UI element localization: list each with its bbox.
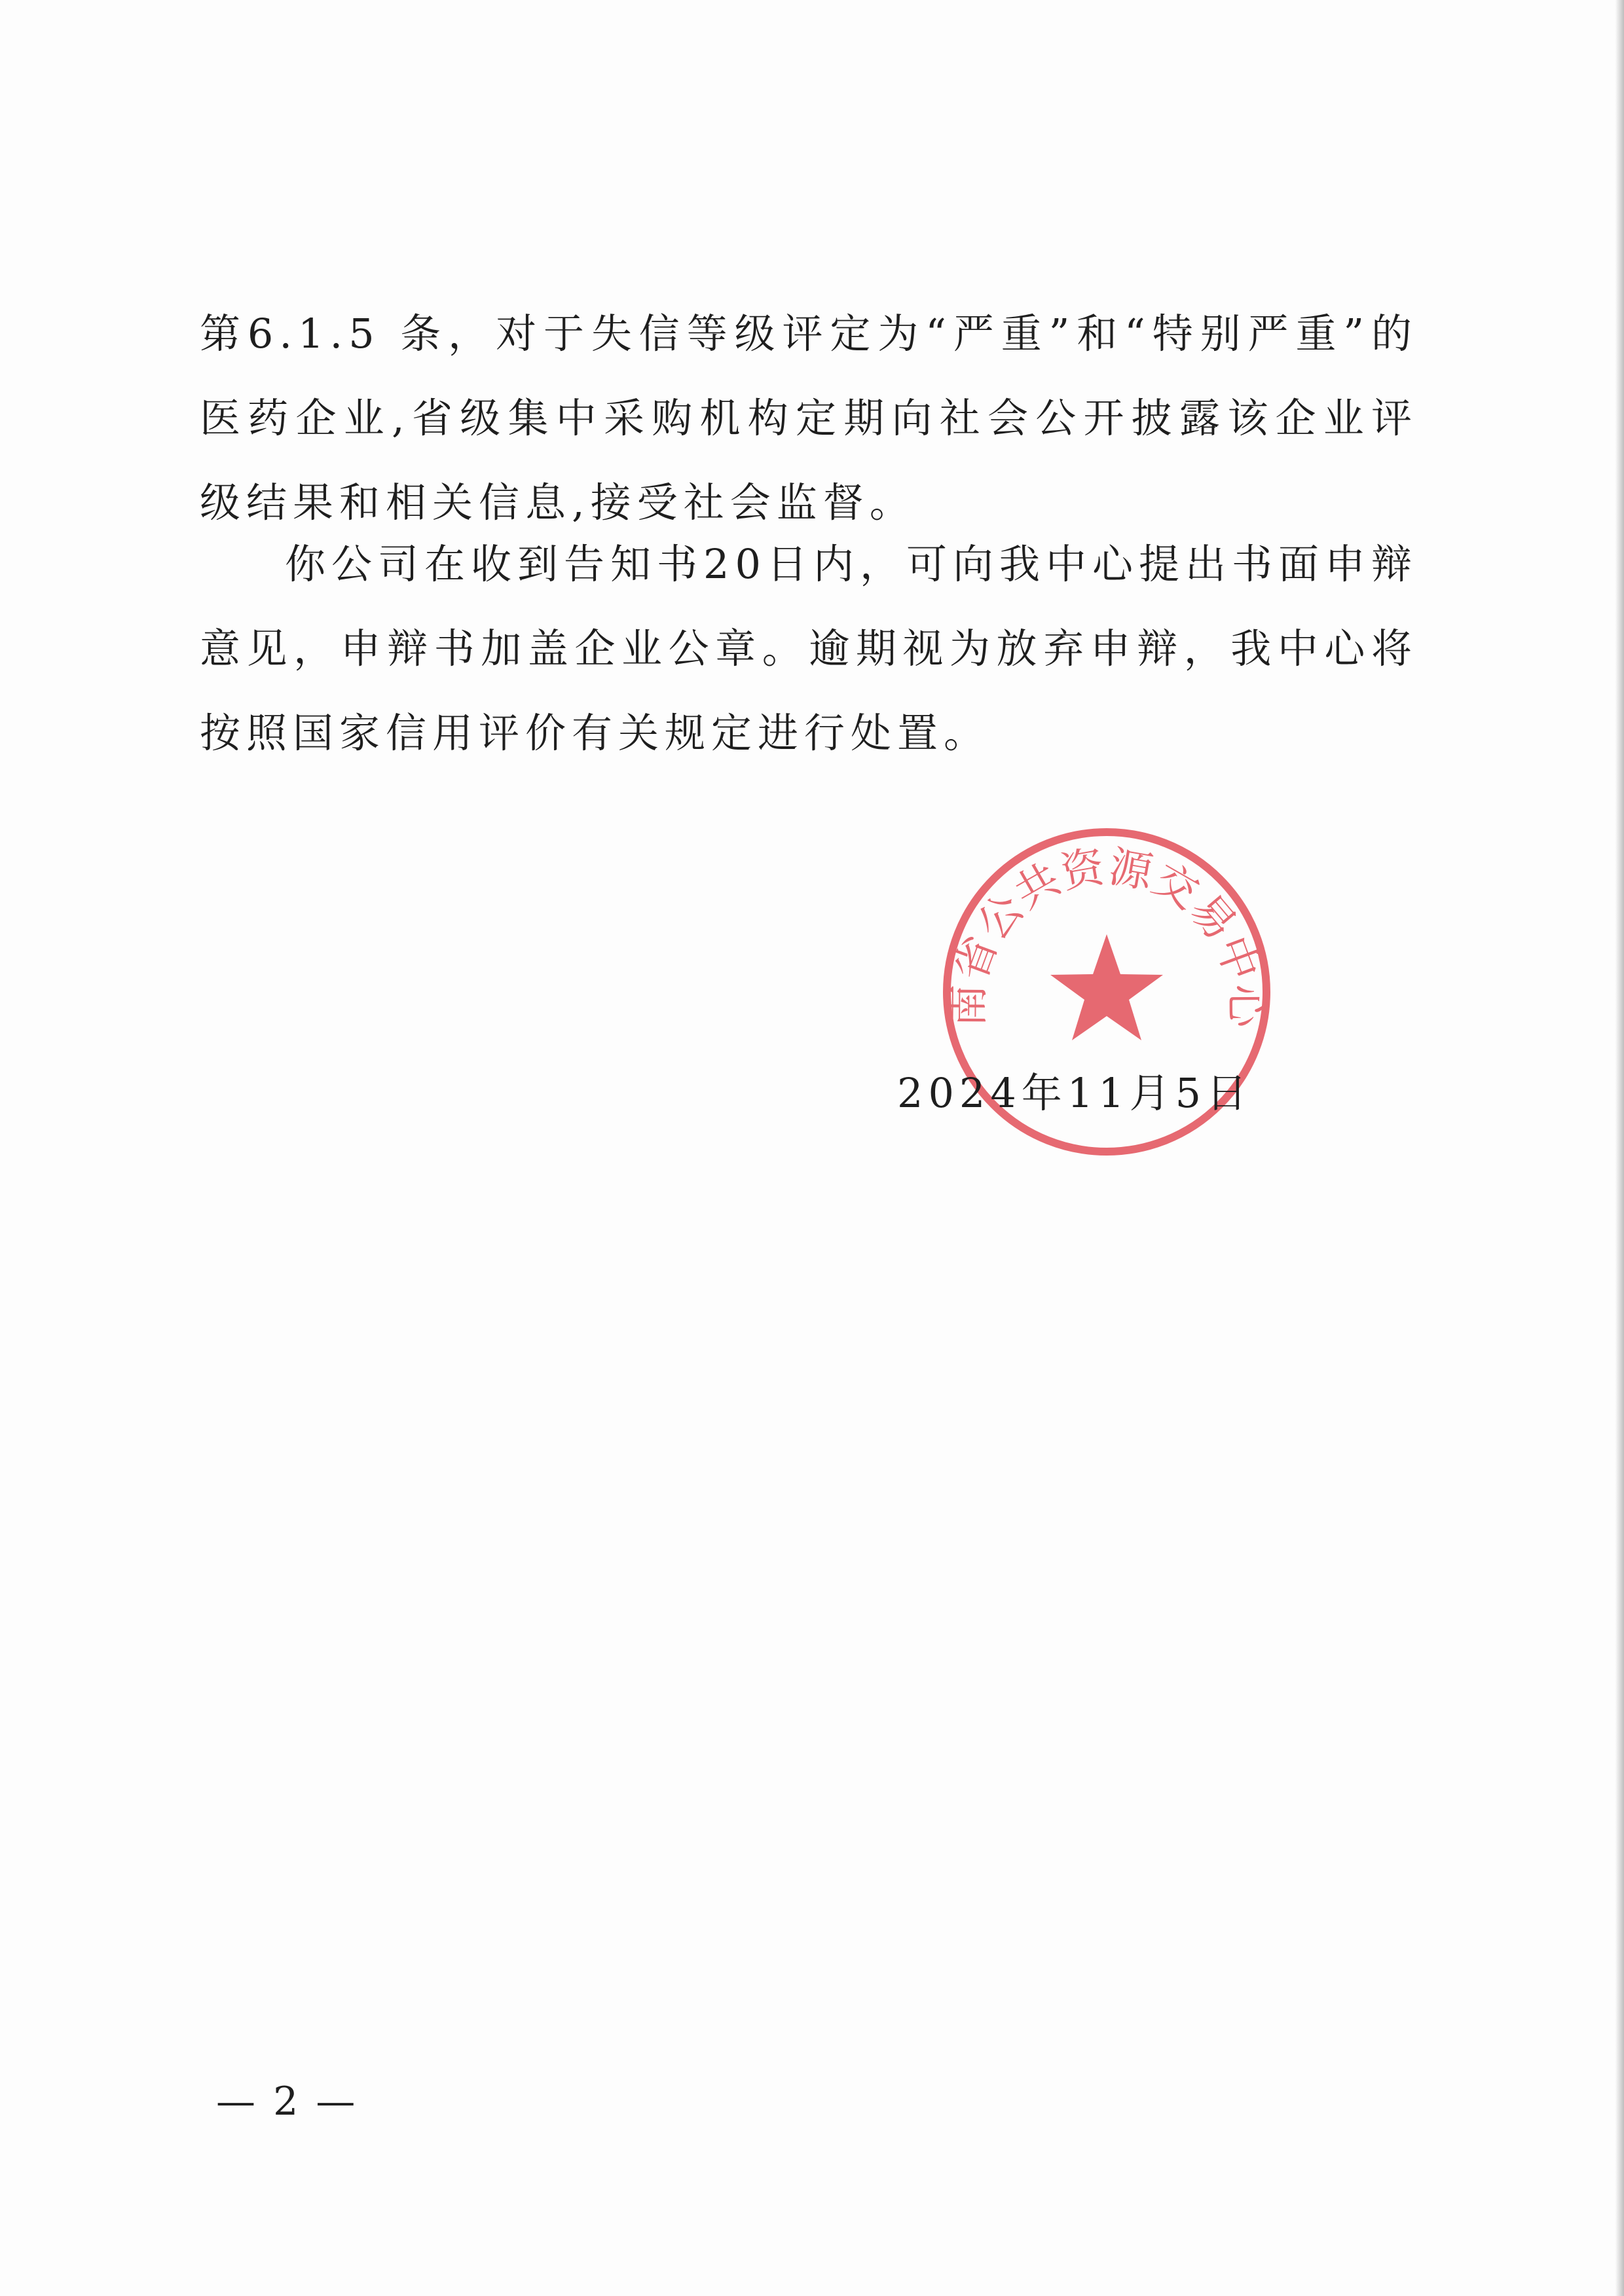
scan-edge-shadow xyxy=(1615,0,1624,2296)
seal-text: 南省公共资源交易中心 xyxy=(942,841,1272,1028)
paragraph-appeal: 你公司在收到告知书20日内，可向我中心提出书面申辩意见，申辩书加盖企业公章。逾期视为放弃申辩，我中心将按照国家信用评价有关规定进行处置。 xyxy=(200,540,1418,757)
issue-date: 2024年11月5日 xyxy=(897,1069,1253,1117)
paragraph-disclosure: 第6.1.5 条，对于失信等级评定为“严重”和“特别严重”的医药企业,省级集中采购机构定期向社会公开披露该企业评级结果和相关信息,接受社会监督。 xyxy=(200,310,1418,526)
seal-star xyxy=(1050,934,1163,1040)
page-number: — 2 — xyxy=(216,2079,358,2124)
